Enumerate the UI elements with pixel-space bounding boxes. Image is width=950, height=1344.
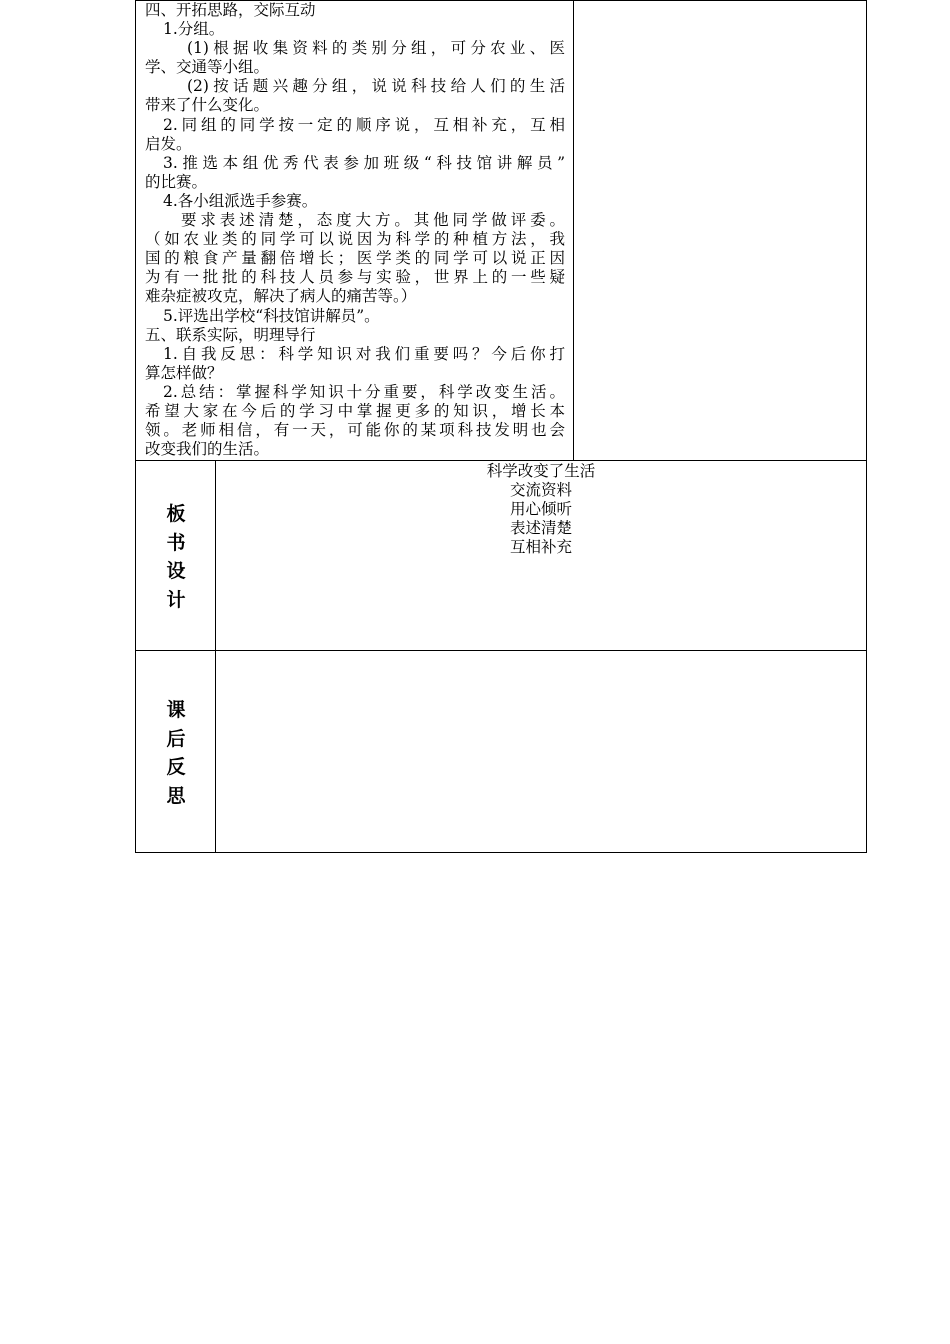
process-line: 1.分组。 [163,20,225,39]
process-line: 要求表述清楚，态度大方。其他同学做评委。 [181,211,565,230]
board-design-label [136,500,216,614]
label-char: 板 [166,503,186,525]
board-line: 表述清楚 [509,519,572,538]
process-line: 2.同组的同学按一定的顺序说，互相补充，互相 [163,115,565,134]
process-line: 改变我们的生活。 [145,440,270,459]
process-line: 的比赛。 [145,172,208,191]
process-line: (1)根据收集资料的类别分组，可分农业、医 [187,39,565,58]
process-line: 1.自我反思：科学知识对我们重要吗？今后你打 [163,344,565,363]
process-line: 3.推选本组优秀代表参加班级“科技馆讲解员” [163,153,565,172]
board-design-label-cell [136,461,216,650]
label-char: 设 [166,560,186,582]
label-char: 后 [166,727,186,750]
process-line: 难杂症被攻克，解决了病人的痛苦等。） [145,287,417,306]
label-char: 思 [166,784,186,807]
process-line: 算怎样做？ [145,363,223,382]
process-line: 2.总结：掌握科学知识十分重要，科学改变生活。 [163,382,565,401]
process-line: 4.各小组派选手参赛。 [163,191,318,210]
board-line: 科学改变了生活 [486,462,596,480]
label-char: 反 [166,756,186,778]
process-line: 国的粮食产量翻倍增长；医学类的同学可以说正因 [145,249,565,268]
process-line: 带来了什么变化。 [145,96,270,115]
process-line: 学、交通等小组。 [145,58,270,77]
reflection-row [135,650,867,853]
notes-cell [573,0,867,461]
process-line: 启发。 [145,134,192,153]
reflection-label [136,696,216,810]
label-char: 计 [166,588,186,611]
label-char: 课 [166,699,186,721]
board-line: 交流资料 [509,481,572,500]
label-char: 书 [166,531,186,554]
process-line: 希望大家在今后的学习中掌握更多的知识，增长本 [145,401,565,420]
board-design-row [135,460,867,651]
lesson-process-cell [135,0,574,461]
board-line: 互相补充 [509,538,572,557]
process-line: 四、开拓思路，交际互动 [145,1,316,19]
board-line: 用心倾听 [509,500,572,519]
process-line: 5.评选出学校“科技馆讲解员”。 [163,306,380,325]
board-design-content [216,461,866,557]
process-line: 领。老师相信，有一天，可能你的某项科技发明也会 [145,421,565,440]
process-line: 为有一批批的科技人员参与实验，世界上的一些疑 [145,268,565,287]
process-line: (2)按话题兴趣分组，说说科技给人们的生活 [187,77,565,96]
reflection-label-cell [136,651,216,852]
process-line: 五、联系实际，明理导行 [145,325,316,344]
process-line: （如农业类的同学可以说因为科学的种植方法，我 [145,230,565,249]
